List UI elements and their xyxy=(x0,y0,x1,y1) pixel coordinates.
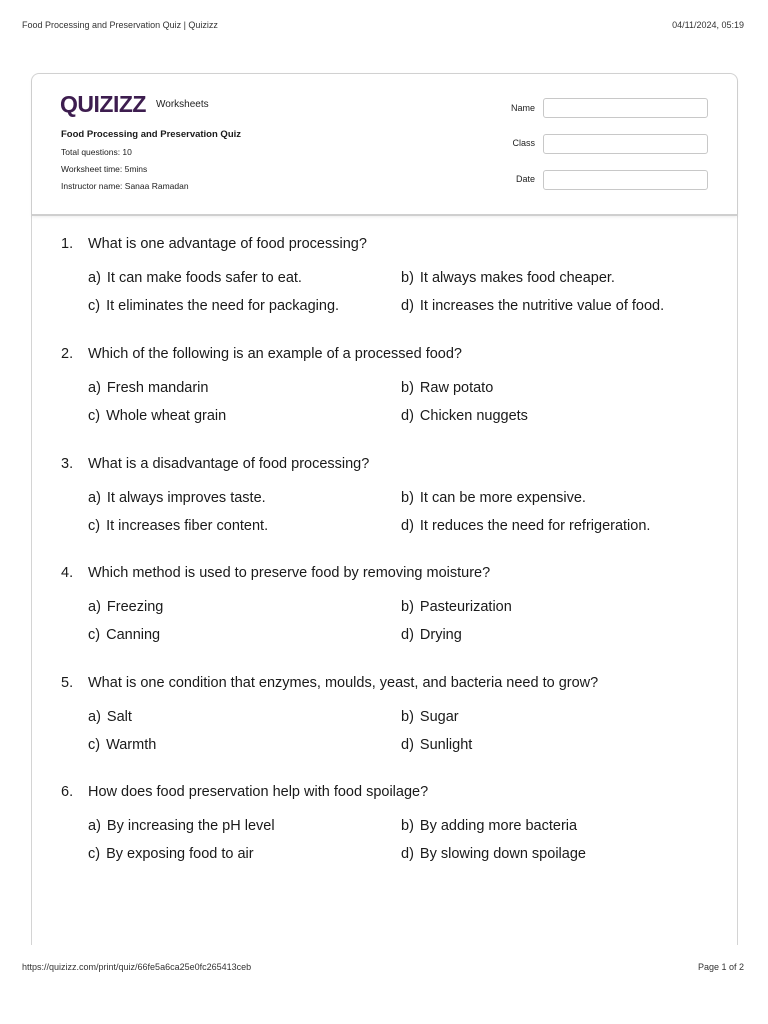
option-letter: d) xyxy=(401,627,414,643)
option-letter: c) xyxy=(88,627,101,643)
option-a xyxy=(88,380,208,396)
option-text: Canning xyxy=(106,627,161,643)
worksheet-time: Worksheet time: 5mins xyxy=(61,164,148,174)
question-3 xyxy=(61,456,721,546)
print-datetime: 04/11/2024, 05:19 xyxy=(672,20,744,30)
quizizz-logo: QUIZIZZ xyxy=(60,91,146,117)
option-d xyxy=(401,408,528,424)
option-text: By exposing food to air xyxy=(106,846,254,862)
option-text: Warmth xyxy=(106,737,157,753)
print-url: https://quizizz.com/print/quiz/66fe5a6ca25e0fc265413ceb xyxy=(22,962,252,972)
option-text: It increases fiber content. xyxy=(106,518,269,534)
option-text: Pasteurization xyxy=(419,599,512,615)
question-number: 5. xyxy=(61,675,74,691)
option-a xyxy=(88,270,302,286)
option-letter: d) xyxy=(401,737,414,753)
option-c xyxy=(88,737,156,753)
option-letter: c) xyxy=(88,408,101,424)
question-text: What is one advantage of food processing? xyxy=(88,236,367,252)
worksheet-info-card xyxy=(32,74,737,216)
name-field[interactable] xyxy=(543,98,708,118)
option-text: Fresh mandarin xyxy=(106,380,209,396)
question-number: 2. xyxy=(61,346,74,362)
option-c xyxy=(88,627,160,643)
option-letter: a) xyxy=(88,599,101,615)
option-letter: b) xyxy=(401,599,414,615)
option-letter: a) xyxy=(88,490,101,506)
option-text: It always makes food cheaper. xyxy=(419,270,615,286)
question-number: 6. xyxy=(61,784,74,800)
option-d xyxy=(401,737,472,753)
option-letter: a) xyxy=(88,818,101,834)
print-header xyxy=(22,20,744,32)
option-letter: c) xyxy=(88,518,101,534)
print-footer xyxy=(22,962,744,974)
question-5 xyxy=(61,675,721,765)
page-number: Page 1 of 2 xyxy=(697,962,744,972)
option-text: It can be more expensive. xyxy=(419,490,586,506)
option-text: Chicken nuggets xyxy=(419,408,528,424)
option-text: By slowing down spoilage xyxy=(419,846,586,862)
option-a xyxy=(88,709,132,725)
option-text: It always improves taste. xyxy=(106,490,266,506)
option-letter: c) xyxy=(88,737,101,753)
option-d xyxy=(401,518,650,534)
class-label: Class xyxy=(512,138,535,148)
option-d xyxy=(401,846,586,862)
option-text: Sugar xyxy=(419,709,459,725)
option-letter: d) xyxy=(401,298,414,314)
option-a xyxy=(88,818,275,834)
option-b xyxy=(401,818,577,834)
option-c xyxy=(88,298,339,314)
question-text: What is a disadvantage of food processing? xyxy=(88,456,370,472)
option-text: Salt xyxy=(106,709,132,725)
question-number: 1. xyxy=(61,236,74,252)
option-letter: b) xyxy=(401,490,414,506)
date-field[interactable] xyxy=(543,170,708,190)
option-letter: c) xyxy=(88,846,101,862)
option-text: It reduces the need for refrigeration. xyxy=(419,518,651,534)
option-text: By increasing the pH level xyxy=(106,818,275,834)
option-text: Freezing xyxy=(106,599,164,615)
option-letter: a) xyxy=(88,380,101,396)
option-b xyxy=(401,709,459,725)
option-c xyxy=(88,846,254,862)
option-a xyxy=(88,599,163,615)
option-letter: b) xyxy=(401,380,414,396)
option-letter: d) xyxy=(401,408,414,424)
class-field[interactable] xyxy=(543,134,708,154)
question-text: Which of the following is an example of a processed food? xyxy=(88,346,462,362)
option-text: Whole wheat grain xyxy=(106,408,227,424)
option-b xyxy=(401,380,493,396)
option-text: Drying xyxy=(419,627,462,643)
total-questions: Total questions: 10 xyxy=(61,147,132,157)
option-c xyxy=(88,518,268,534)
question-number: 3. xyxy=(61,456,74,472)
option-text: It increases the nutritive value of food. xyxy=(419,298,665,314)
option-c xyxy=(88,408,226,424)
question-1 xyxy=(61,236,721,326)
quiz-title: Food Processing and Preservation Quiz xyxy=(61,129,242,140)
option-d xyxy=(401,627,462,643)
instructor-name: Instructor name: Sanaa Ramadan xyxy=(61,181,189,191)
question-text: Which method is used to preserve food by removing moisture? xyxy=(88,565,491,581)
option-a xyxy=(88,490,266,506)
question-6 xyxy=(61,784,721,874)
option-letter: b) xyxy=(401,818,414,834)
option-letter: a) xyxy=(88,709,101,725)
worksheets-tag: Worksheets xyxy=(156,99,209,110)
question-2 xyxy=(61,346,721,436)
option-b xyxy=(401,270,615,286)
option-text: It eliminates the need for packaging. xyxy=(106,298,340,314)
option-d xyxy=(401,298,664,314)
option-letter: d) xyxy=(401,518,414,534)
question-text: How does food preservation help with food spoilage? xyxy=(88,784,429,800)
option-b xyxy=(401,599,512,615)
option-letter: b) xyxy=(401,270,414,286)
option-letter: d) xyxy=(401,846,414,862)
date-label: Date xyxy=(515,174,535,184)
option-text: Sunlight xyxy=(419,737,473,753)
option-letter: c) xyxy=(88,298,101,314)
option-b xyxy=(401,490,586,506)
question-4 xyxy=(61,565,721,655)
name-label: Name xyxy=(510,103,535,113)
print-page-title: Food Processing and Preservation Quiz | Quizizz xyxy=(22,20,218,30)
question-text: What is one condition that enzymes, moulds, yeast, and bacteria need to grow? xyxy=(88,675,599,691)
question-number: 4. xyxy=(61,565,74,581)
option-text: It can make foods safer to eat. xyxy=(106,270,302,286)
option-text: Raw potato xyxy=(419,380,494,396)
option-letter: a) xyxy=(88,270,101,286)
option-text: By adding more bacteria xyxy=(419,818,578,834)
option-letter: b) xyxy=(401,709,414,725)
